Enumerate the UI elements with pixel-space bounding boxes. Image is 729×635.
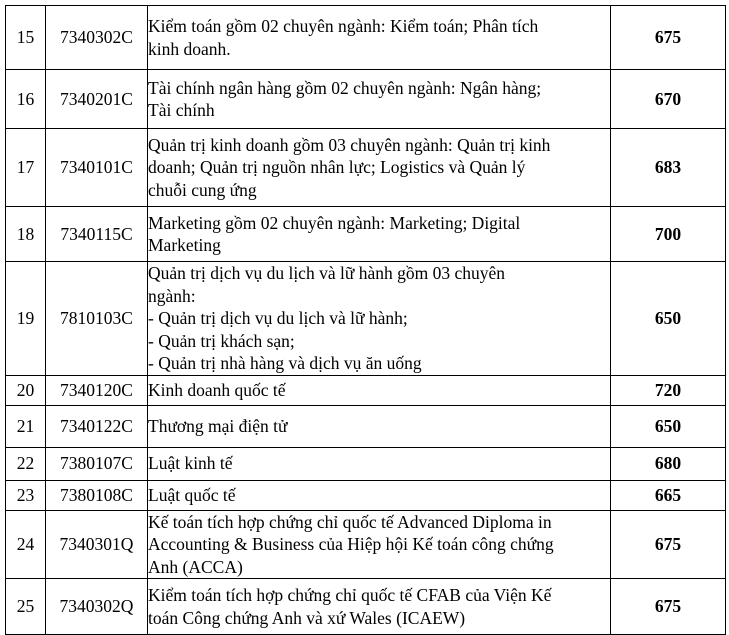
- program-name: [148, 405, 611, 447]
- table-row: [6, 6, 726, 70]
- program-code: 7340122C: [46, 405, 148, 447]
- program-name-line: Tài chính: [148, 100, 215, 120]
- program-code: 7340101C: [46, 129, 148, 207]
- program-name-line: ngành:: [148, 285, 196, 306]
- program-name: [148, 447, 611, 480]
- program-name-line: - Quản trị khách sạn;: [148, 330, 295, 351]
- table-row: [6, 375, 726, 405]
- table-row: [6, 262, 726, 376]
- program-name: [148, 207, 611, 262]
- row-index: 23: [6, 480, 46, 510]
- table-row: [6, 447, 726, 480]
- program-name-line: Anh (ACCA): [148, 556, 243, 577]
- program-name-line: - Quản trị nhà hàng và dịch vụ ăn uống: [148, 353, 422, 373]
- program-code: 7380108C: [46, 480, 148, 510]
- program-name-line: Kiểm toán gồm 02 chuyên ngành: Kiểm toán; Phân tích: [148, 16, 539, 36]
- admission-score-table: [5, 5, 726, 635]
- program-name-line: Kế toán tích hợp chứng chỉ quốc tế Advanced Diploma in: [148, 511, 552, 532]
- program-name-line: toán Công chứng Anh và xứ Wales (ICAEW): [148, 607, 466, 628]
- program-code: 7340302Q: [46, 579, 148, 635]
- row-index: 16: [6, 70, 46, 129]
- program-name: [148, 129, 611, 207]
- score-value: 665: [611, 480, 726, 510]
- table-body: [6, 6, 726, 635]
- program-name: [148, 510, 611, 579]
- row-index: 19: [6, 262, 46, 376]
- program-code: 7810103C: [46, 262, 148, 376]
- row-index: 15: [6, 6, 46, 70]
- score-value: 700: [611, 207, 726, 262]
- program-name: [148, 6, 611, 70]
- program-code: 7380107C: [46, 447, 148, 480]
- table-row: [6, 207, 726, 262]
- score-value: 675: [611, 6, 726, 70]
- score-value: 720: [611, 375, 726, 405]
- program-name-line: Kiểm toán tích hợp chứng chỉ quốc tế CFAB của Viện Kế: [148, 585, 552, 605]
- program-name-line: Quản trị kinh doanh gồm 03 chuyên ngành: Quản trị kinh: [148, 134, 551, 155]
- score-value: 670: [611, 70, 726, 129]
- program-name-line: Accounting & Business của Hiệp hội Kế toán công chứng: [148, 534, 554, 554]
- program-name: [148, 480, 611, 510]
- program-code: 7340302C: [46, 6, 148, 70]
- program-name-line: - Quản trị dịch vụ du lịch và lữ hành;: [148, 308, 408, 328]
- score-value: 650: [611, 262, 726, 376]
- program-name-line: chuỗi cung ứng: [148, 179, 257, 200]
- table-row: [6, 70, 726, 129]
- table-row: [6, 579, 726, 635]
- score-value: 680: [611, 447, 726, 480]
- score-value: 683: [611, 129, 726, 207]
- score-value: 675: [611, 579, 726, 635]
- program-name-line: Marketing gồm 02 chuyên ngành: Marketing; Digital: [148, 212, 521, 233]
- program-name-line: kinh doanh.: [148, 38, 231, 59]
- program-name-line: Kinh doanh quốc tế: [148, 379, 286, 400]
- program-name-line: Quản trị dịch vụ du lịch và lữ hành gồm 03 chuyên: [148, 263, 505, 283]
- program-code: 7340301Q: [46, 510, 148, 579]
- row-index: 25: [6, 579, 46, 635]
- program-name-line: Marketing: [148, 235, 221, 255]
- row-index: 17: [6, 129, 46, 207]
- program-code: 7340201C: [46, 70, 148, 129]
- table-row: [6, 510, 726, 579]
- program-name: [148, 579, 611, 635]
- score-value: 650: [611, 405, 726, 447]
- program-code: 7340115C: [46, 207, 148, 262]
- program-name-line: doanh; Quản trị nguồn nhân lực; Logistics và Quản lý: [148, 157, 526, 178]
- table-row: [6, 129, 726, 207]
- row-index: 21: [6, 405, 46, 447]
- program-name-line: Thương mại điện tử: [148, 415, 288, 436]
- row-index: 20: [6, 375, 46, 405]
- score-value: 675: [611, 510, 726, 579]
- program-name-line: Tài chính ngân hàng gồm 02 chuyên ngành: Ngân hàng;: [148, 77, 542, 98]
- program-name-line: Luật kinh tế: [148, 453, 233, 474]
- row-index: 18: [6, 207, 46, 262]
- row-index: 22: [6, 447, 46, 480]
- program-name: [148, 262, 611, 376]
- row-index: 24: [6, 510, 46, 579]
- program-code: 7340120C: [46, 375, 148, 405]
- program-name: [148, 375, 611, 405]
- table-row: [6, 480, 726, 510]
- program-name: [148, 70, 611, 129]
- program-name-line: Luật quốc tế: [148, 484, 236, 505]
- table-row: [6, 405, 726, 447]
